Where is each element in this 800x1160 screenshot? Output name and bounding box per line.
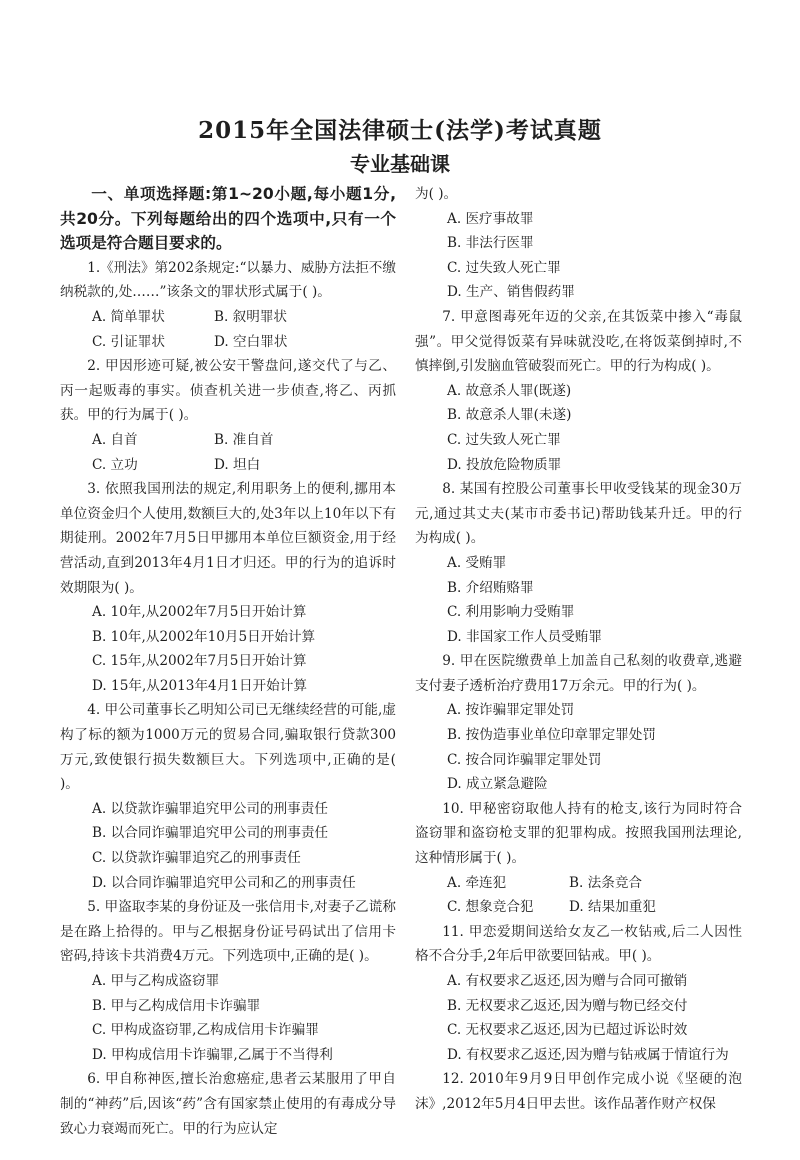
section-heading: 一、单项选择题:第1~20小题,每小题1分,共20分。下列每题给出的四个选项中,只有一个选项是符合题目要求的。 xyxy=(60,185,396,253)
question-10-options-row xyxy=(447,871,742,896)
question-5-stem: 5. 甲盗取李某的身份证及一张信用卡,对妻子乙谎称是在路上拾得的。甲与乙根据身份证号码试出了信用卡密码,持该卡共消费4万元。下列选项中,正确的是( )。 xyxy=(60,899,396,965)
question-1-option-b: B. 叙明罪状 xyxy=(214,308,288,325)
question-7-option-c: C. 过失致人死亡罪 xyxy=(447,431,561,448)
question-3-option-b: B. 10年,从2002年10月5日开始计算 xyxy=(92,628,316,645)
question-7-option-a: A. 故意杀人罪(既遂) xyxy=(447,382,572,399)
question-11-option-d: D. 有权要求乙返还,因为赠与钻戒属于情谊行为 xyxy=(447,1046,729,1063)
question-10-stem: 10. 甲秘密窃取他人持有的枪支,该行为同时符合盗窃罪和盗窃枪支罪的犯罪构成。按照我国刑法理论,这种情形属于( )。 xyxy=(415,800,742,867)
question-6-option-d: D. 生产、销售假药罪 xyxy=(447,284,575,301)
question-1-option-a: A. 简单罪状 xyxy=(92,308,165,325)
left-column xyxy=(60,182,396,1141)
question-1-options-row xyxy=(92,305,396,330)
page-subtitle: 专业基础课 xyxy=(350,152,450,176)
question-2-options-row xyxy=(92,428,396,453)
question-5-option-c: C. 甲构成盗窃罪,乙构成信用卡诈骗罪 xyxy=(92,1022,319,1039)
question-5-option-d: D. 甲构成信用卡诈骗罪,乙属于不当得利 xyxy=(92,1046,333,1063)
question-9-option-d: D. 成立紧急避险 xyxy=(447,776,548,793)
question-1-stem: 1.《刑法》第202条规定:“以暴力、威胁方法拒不缴纳税款的,处……”该条文的罪状形式属于( )。 xyxy=(60,259,396,301)
question-3-option-c: C. 15年,从2002年7月5日开始计算 xyxy=(92,653,307,670)
question-7-option-b: B. 故意杀人罪(未遂) xyxy=(447,407,572,424)
question-6-option-b: B. 非法行医罪 xyxy=(447,235,534,252)
question-1-option-d: D. 空白罪状 xyxy=(214,333,288,350)
question-1-options-row xyxy=(92,330,396,355)
question-12-stem: 12. 2010年9月9日甲创作完成小说《坚硬的泡沫》,2012年5月4日甲去世。该作品著作财产权保 xyxy=(415,1071,742,1112)
right-column xyxy=(415,182,742,1117)
question-2-stem: 2. 甲因形迹可疑,被公安干警盘问,遂交代了与乙、丙一起贩毒的事实。侦查机关进一步侦查,将乙、丙抓获。甲的行为属于( )。 xyxy=(60,358,396,424)
question-10-option-b: B. 法条竞合 xyxy=(569,874,643,891)
question-2-option-d: D. 坦白 xyxy=(214,456,261,473)
question-11-option-a: A. 有权要求乙返还,因为赠与合同可撤销 xyxy=(447,973,688,989)
question-7-stem: 7. 甲意图毒死年迈的父亲,在其饭菜中掺入“毒鼠强”。甲父觉得饭菜有异味就没吃,在将饭菜倒掉时,不慎摔倒,引发脑血管破裂而死亡。甲的行为构成( )。 xyxy=(415,308,742,375)
question-8-option-a: A. 受贿罪 xyxy=(447,554,507,571)
question-10-option-a: A. 牵连犯 xyxy=(447,874,507,891)
question-9-option-b: B. 按伪造事业单位印章罪定罪处罚 xyxy=(447,727,656,744)
question-1-option-c: C. 引证罪状 xyxy=(92,333,165,350)
question-6-option-a: A. 医疗事故罪 xyxy=(447,210,534,227)
question-11-option-c: C. 无权要求乙返还,因为已超过诉讼时效 xyxy=(447,1022,688,1039)
question-2-option-c: C. 立功 xyxy=(92,456,138,473)
question-8-stem: 8. 某国有控股公司董事长甲收受钱某的现金30万元,通过其丈夫(某市市委书记)帮助钱某升迁。甲的行为构成( )。 xyxy=(415,481,742,547)
question-2-options-row xyxy=(92,453,396,478)
question-11-option-b: B. 无权要求乙返还,因为赠与物已经交付 xyxy=(447,997,688,1014)
question-8-option-c: C. 利用影响力受贿罪 xyxy=(447,604,575,621)
question-5-option-b: B. 甲与乙构成信用卡诈骗罪 xyxy=(92,997,261,1014)
page-title: 2015年全国法律硕士(法学)考试真题 xyxy=(198,117,602,144)
question-8-option-d: D. 非国家工作人员受贿罪 xyxy=(447,628,602,645)
question-10-option-d: D. 结果加重犯 xyxy=(569,899,657,916)
question-4-option-d: D. 以合同诈骗罪追究甲公司和乙的刑事责任 xyxy=(92,874,356,891)
question-6-stem-continued: 为( )。 xyxy=(415,186,458,202)
question-4-option-c: C. 以贷款诈骗罪追究乙的刑事责任 xyxy=(92,850,301,867)
question-3-option-d: D. 15年,从2013年4月1日开始计算 xyxy=(92,677,307,694)
question-9-option-a: A. 按诈骗罪定罪处罚 xyxy=(447,702,575,719)
question-9-option-c: C. 按合同诈骗罪定罪处罚 xyxy=(447,751,602,768)
question-2-option-a: A. 自首 xyxy=(92,431,138,448)
question-6-stem: 6. 甲自称神医,擅长治愈癌症,患者云某服用了甲自制的“神药”后,因该“药”含有国家禁止使用的有毒成分导致心力衰竭而死亡。甲的行为应认定 xyxy=(60,1071,396,1137)
question-7-option-d: D. 投放危险物质罪 xyxy=(447,456,562,473)
question-10-option-c: C. 想象竞合犯 xyxy=(447,899,534,916)
question-4-stem: 4. 甲公司董事长乙明知公司已无继续经营的可能,虚构了标的额为1000万元的贸易合同,骗取银行贷款300万元,致使银行损失数额巨大。下列选项中,正确的是( )。 xyxy=(60,702,396,793)
question-3-option-a: A. 10年,从2002年7月5日开始计算 xyxy=(92,604,307,621)
question-10-options-row xyxy=(447,895,742,920)
question-5-option-a: A. 甲与乙构成盗窃罪 xyxy=(92,973,220,989)
question-4-option-a: A. 以贷款诈骗罪追究甲公司的刑事责任 xyxy=(92,800,328,817)
question-8-option-b: B. 介绍贿赂罪 xyxy=(447,579,534,596)
question-2-option-b: B. 准自首 xyxy=(214,431,274,448)
question-11-stem: 11. 甲恋爱期间送给女友乙一枚钻戒,后二人因性格不合分手,2年后甲欲要回钻戒。甲( )。 xyxy=(415,923,742,965)
question-9-stem: 9. 甲在医院缴费单上加盖自己私刻的收费章,逃避支付妻子透析治疗费用17万余元。甲的行为( )。 xyxy=(415,653,742,694)
question-6-option-c: C. 过失致人死亡罪 xyxy=(447,259,561,276)
question-4-option-b: B. 以合同诈骗罪追究甲公司的刑事责任 xyxy=(92,825,329,842)
question-3-stem: 3. 依照我国刑法的规定,利用职务上的便利,挪用本单位资金归个人使用,数额巨大的,处3年以上10年以下有期徒刑。2002年7月5日甲挪用本单位巨额资金,用于经营活动,直到2013年4月1日才归还。甲的行为的追诉时效期限为( )。 xyxy=(60,481,396,596)
